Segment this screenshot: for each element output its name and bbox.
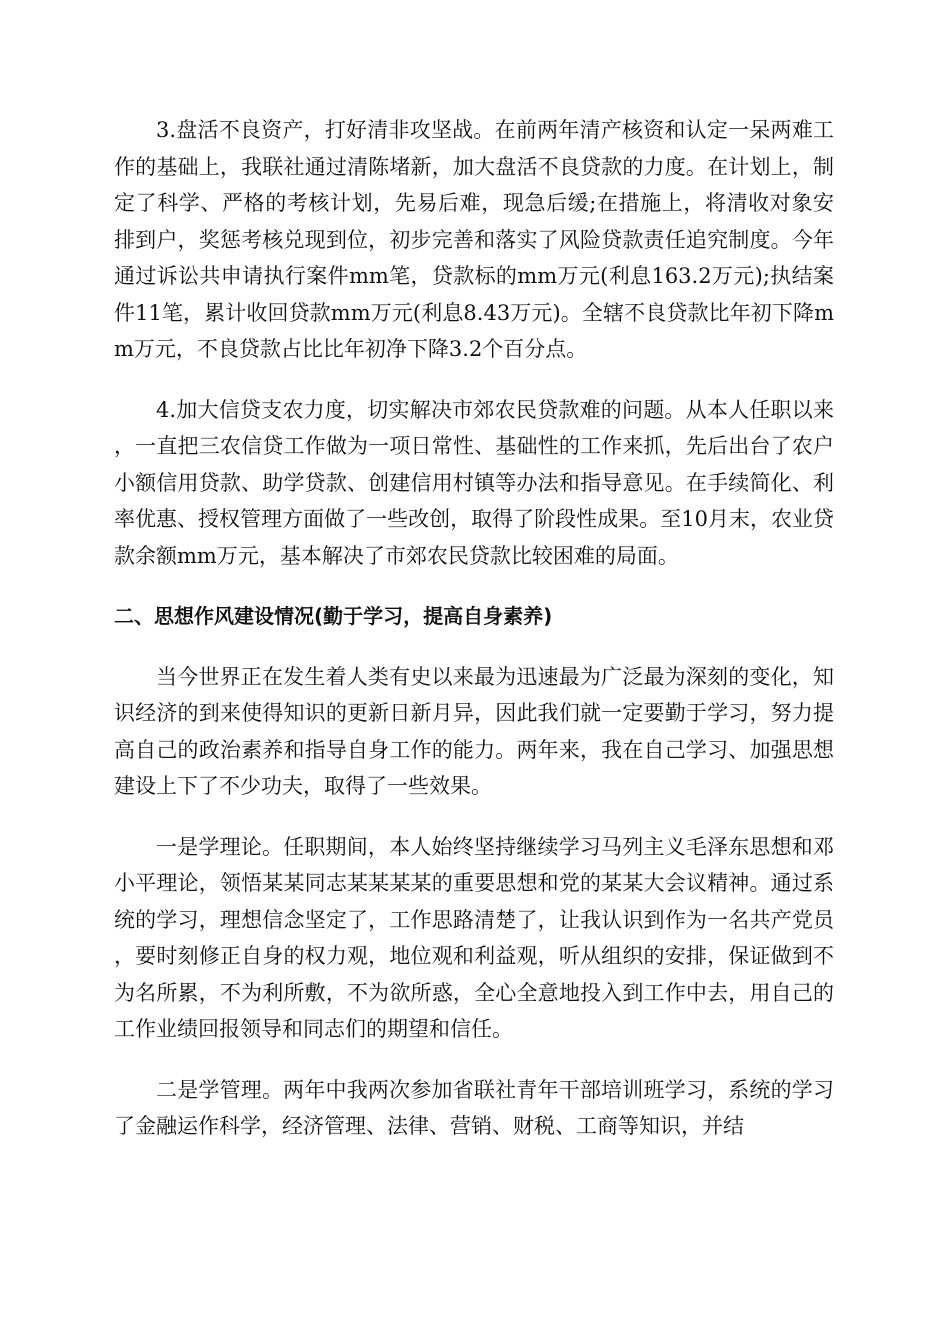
- document-page: [114, 112, 834, 1169]
- paragraph-learning-intro: 当今世界正在发生着人类有史以来最为迅速最为广泛最为深刻的变化，知识经济的到来使得知识的更新日新月异，因此我们就一定要勤于学习，努力提高自己的政治素养和指导自身工作的能力。两年来，我在自己学习、加强思想建设上下了不少功夫，取得了一些效果。: [114, 664, 834, 798]
- section-heading: 二、思想作风建设情况(勤于学习，提高自身素养): [114, 604, 553, 628]
- paragraph-asset-recovery: 3.盘活不良资产，打好清非攻坚战。在前两年清产核资和认定一呆两难工作的基础上，我联社通过清陈堵新，加大盘活不良贷款的力度。在计划上，制定了科学、严格的考核计划，先易后难，现急后缓;在措施上，将清收对象安排到户，奖惩考核兑现到位，初步完善和落实了风险贷款责任追究制度。今年通过诉讼共申请执行案件mm笔，贷款标的mm万元(利息163.2万元);执结案件11笔，累计收回贷款mm万元(利息8.43万元)。全辖不良贷款比年初下降mm万元，不良贷款占比比年初净下降3.2个百分点。: [114, 118, 834, 361]
- paragraph-study-theory: 一是学理论。任职期间，本人始终坚持继续学习马列主义毛泽东思想和邓小平理论，领悟某某同志某某某某的重要思想和党的某某大会议精神。通过系统的学习，理想信念坚定了，工作思路清楚了，让我认识到作为一名共产党员，要时刻修正自身的权力观，地位观和利益观，听从组织的安排，保证做到不为名所累，不为利所敷，不为欲所惑，全心全意地投入到工作中去，用自己的工作业绩回报领导和同志们的期望和信任。: [114, 834, 834, 1041]
- paragraph-study-management: 二是学管理。两年中我两次参加省联社青年干部培训班学习，系统的学习了金融运作科学，经济管理、法律、营销、财税、工商等知识，并结: [114, 1077, 834, 1138]
- paragraph-agricultural-credit: 4.加大信贷支农力度，切实解决市郊农民贷款难的问题。从本人任职以来，一直把三农信贷工作做为一项日常性、基础性的工作来抓，先后出台了农户小额信用贷款、助学贷款、创建信用村镇等办法和指导意见。在手续简化、利率优惠、授权管理方面做了一些改创，取得了阶段性成果。至10月末，农业贷款余额mm万元，基本解决了市郊农民贷款比较困难的局面。: [114, 397, 834, 568]
